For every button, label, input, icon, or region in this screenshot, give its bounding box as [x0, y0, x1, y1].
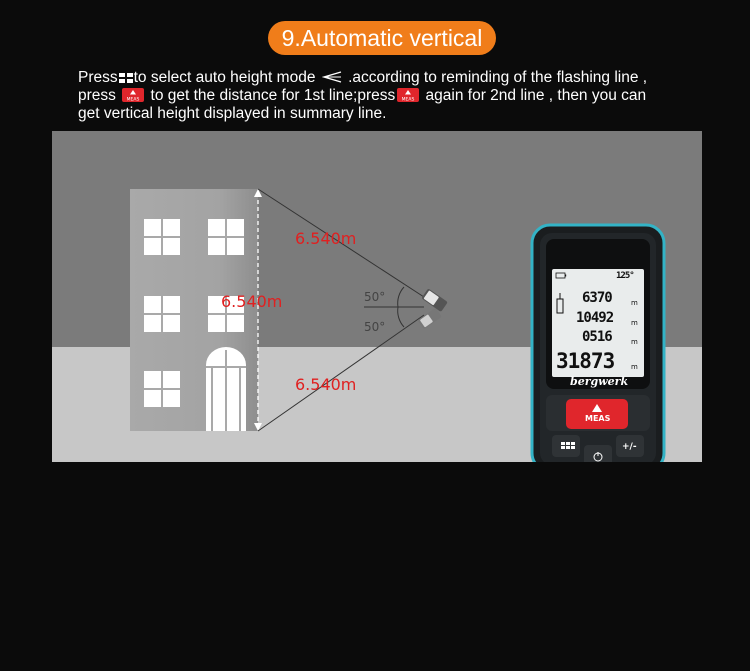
- summary-unit: m: [631, 363, 638, 371]
- reading-line2-unit: m: [631, 319, 638, 327]
- svg-text:MEAS: MEAS: [401, 97, 415, 102]
- angle-readout: 125°: [616, 271, 634, 281]
- upper-angle-label: 50°: [364, 290, 386, 304]
- illustration-scene: [52, 131, 702, 462]
- instruction-line3: get vertical height displayed in summary line.: [78, 105, 387, 122]
- instruction-line2-b: to get the distance for 1st line;press: [150, 87, 396, 104]
- instruction-line1-a: Press: [78, 69, 118, 86]
- upper-distance-label: 6.540m: [295, 229, 357, 248]
- instruction-line2-a: press: [78, 87, 116, 104]
- mode-key-icon: [119, 70, 133, 80]
- lower-distance-label: 6.540m: [295, 375, 357, 394]
- instruction-line1-b: to select auto height mode: [133, 69, 316, 86]
- meas-key-icon: [397, 88, 419, 102]
- reading-line3: 0516: [582, 329, 612, 345]
- reading-line1: 6370: [582, 290, 612, 306]
- meas-key-icon: [122, 88, 144, 102]
- plusminus-button[interactable]: +/-: [622, 442, 637, 452]
- lower-angle-label: 50°: [364, 320, 386, 334]
- instruction-text: [78, 69, 718, 123]
- summary-readout: 31873: [556, 349, 615, 373]
- meas-button[interactable]: MEAS: [585, 414, 611, 423]
- page-title: 9.Automatic vertical: [268, 21, 496, 55]
- instruction-line2-c: again for 2nd line , then you can: [425, 87, 647, 104]
- reading-line2: 10492: [576, 310, 614, 326]
- reading-line1-unit: m: [631, 299, 638, 307]
- instruction-line1-c: .according to reminding of the flashing line ,: [348, 69, 648, 86]
- svg-text:MEAS: MEAS: [126, 97, 140, 102]
- height-mode-icon: [322, 70, 342, 82]
- reading-line3-unit: m: [631, 338, 638, 346]
- device-brand: bergwerk: [570, 375, 629, 388]
- laser-meter-device: [530, 223, 666, 462]
- vertical-distance-label: 6.540m: [221, 292, 283, 311]
